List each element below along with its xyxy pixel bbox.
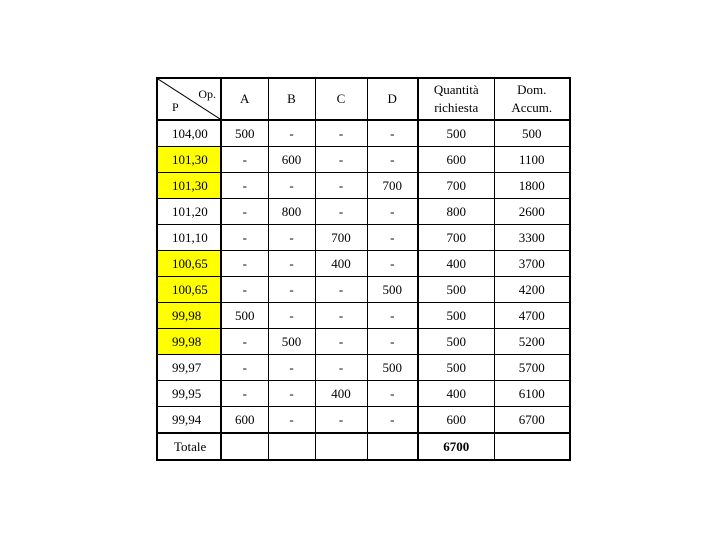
total-quantity: 6700 (418, 433, 494, 460)
table-row (157, 277, 570, 303)
cell-d: - (367, 303, 418, 329)
cell-b: - (268, 303, 315, 329)
accum-cell: 3700 (494, 251, 570, 277)
corner-header-cell (157, 78, 221, 120)
quantity-cell: 500 (418, 303, 494, 329)
table-row (157, 407, 570, 434)
accum-cell: 4700 (494, 303, 570, 329)
accum-cell: 6700 (494, 407, 570, 434)
accum-cell: 500 (494, 120, 570, 147)
cell-c: - (315, 303, 367, 329)
cell-a: - (221, 173, 268, 199)
accum-cell: 1800 (494, 173, 570, 199)
column-header-quantity (418, 78, 494, 120)
accum-cell: 6100 (494, 381, 570, 407)
quantity-cell: 700 (418, 225, 494, 251)
quantity-cell: 700 (418, 173, 494, 199)
cell-a: 500 (221, 303, 268, 329)
cell-b: - (268, 251, 315, 277)
cell-b: - (268, 225, 315, 251)
quantity-cell: 500 (418, 277, 494, 303)
cell-a: 500 (221, 120, 268, 147)
accum-cell: 2600 (494, 199, 570, 225)
cell-c: - (315, 120, 367, 147)
total-cell-c (315, 433, 367, 460)
cell-c: - (315, 355, 367, 381)
cell-b: - (268, 120, 315, 147)
cell-d: 500 (367, 277, 418, 303)
total-accum (494, 433, 570, 460)
price-cell: 100,65 (157, 251, 221, 277)
total-label: Totale (157, 433, 221, 460)
quantity-cell: 400 (418, 251, 494, 277)
cell-b: - (268, 173, 315, 199)
cell-c: - (315, 329, 367, 355)
cell-d: - (367, 407, 418, 434)
total-cell-a (221, 433, 268, 460)
cell-d: - (367, 199, 418, 225)
table-row (157, 199, 570, 225)
cell-a: - (221, 381, 268, 407)
cell-a: - (221, 225, 268, 251)
cell-b: - (268, 277, 315, 303)
column-header-b: B (268, 78, 315, 120)
table-row (157, 251, 570, 277)
cell-a: - (221, 251, 268, 277)
cell-d: - (367, 120, 418, 147)
cell-b: - (268, 407, 315, 434)
quantity-cell: 500 (418, 329, 494, 355)
cell-c: - (315, 407, 367, 434)
cell-d: - (367, 225, 418, 251)
accum-header-line1: Dom. (517, 82, 547, 97)
table-body (157, 120, 570, 433)
cell-a: 600 (221, 407, 268, 434)
cell-d: 700 (367, 173, 418, 199)
quantity-cell: 500 (418, 355, 494, 381)
price-cell: 101,10 (157, 225, 221, 251)
quantity-cell: 500 (418, 120, 494, 147)
table-row (157, 120, 570, 147)
total-cell-b (268, 433, 315, 460)
price-cell: 99,98 (157, 303, 221, 329)
cell-c: 400 (315, 251, 367, 277)
cell-c: 700 (315, 225, 367, 251)
table-row (157, 225, 570, 251)
cell-a: - (221, 147, 268, 173)
total-row (157, 433, 570, 460)
accum-cell: 5700 (494, 355, 570, 381)
column-header-d: D (367, 78, 418, 120)
cell-d: 500 (367, 355, 418, 381)
cell-d: - (367, 381, 418, 407)
accum-cell: 5200 (494, 329, 570, 355)
quantity-header-line2: richiesta (434, 100, 479, 115)
quantity-cell: 600 (418, 147, 494, 173)
total-cell-d (367, 433, 418, 460)
quantity-header-line1: Quantità (433, 82, 479, 97)
cell-d: - (367, 251, 418, 277)
table-row (157, 147, 570, 173)
price-cell: 101,20 (157, 199, 221, 225)
price-cell: 99,97 (157, 355, 221, 381)
column-header-c: C (315, 78, 367, 120)
cell-d: - (367, 329, 418, 355)
accum-cell: 3300 (494, 225, 570, 251)
cell-c: - (315, 199, 367, 225)
cell-c: - (315, 173, 367, 199)
cell-b: - (268, 355, 315, 381)
cell-c: - (315, 147, 367, 173)
table-row (157, 355, 570, 381)
cell-a: - (221, 277, 268, 303)
header-row (157, 78, 570, 120)
cell-a: - (221, 199, 268, 225)
cell-a: - (221, 329, 268, 355)
corner-p-label: P (172, 100, 179, 114)
cell-d: - (367, 147, 418, 173)
cell-b: 800 (268, 199, 315, 225)
cell-b: 500 (268, 329, 315, 355)
cell-a: - (221, 355, 268, 381)
column-header-a: A (221, 78, 268, 120)
accum-cell: 1100 (494, 147, 570, 173)
cell-c: 400 (315, 381, 367, 407)
accum-cell: 4200 (494, 277, 570, 303)
accum-header-line2: Accum. (511, 100, 553, 115)
price-cell: 99,98 (157, 329, 221, 355)
table-row (157, 329, 570, 355)
price-cell: 99,94 (157, 407, 221, 434)
column-header-accum (494, 78, 570, 120)
cell-c: - (315, 277, 367, 303)
corner-op-label: Op. (198, 87, 216, 101)
quantity-cell: 400 (418, 381, 494, 407)
price-cell: 101,30 (157, 173, 221, 199)
order-book-table (156, 77, 571, 461)
price-cell: 100,65 (157, 277, 221, 303)
price-cell: 101,30 (157, 147, 221, 173)
cell-b: - (268, 381, 315, 407)
quantity-cell: 800 (418, 199, 494, 225)
cell-b: 600 (268, 147, 315, 173)
table-row (157, 173, 570, 199)
table-row (157, 381, 570, 407)
price-cell: 104,00 (157, 120, 221, 147)
quantity-cell: 600 (418, 407, 494, 434)
table-row (157, 303, 570, 329)
price-cell: 99,95 (157, 381, 221, 407)
